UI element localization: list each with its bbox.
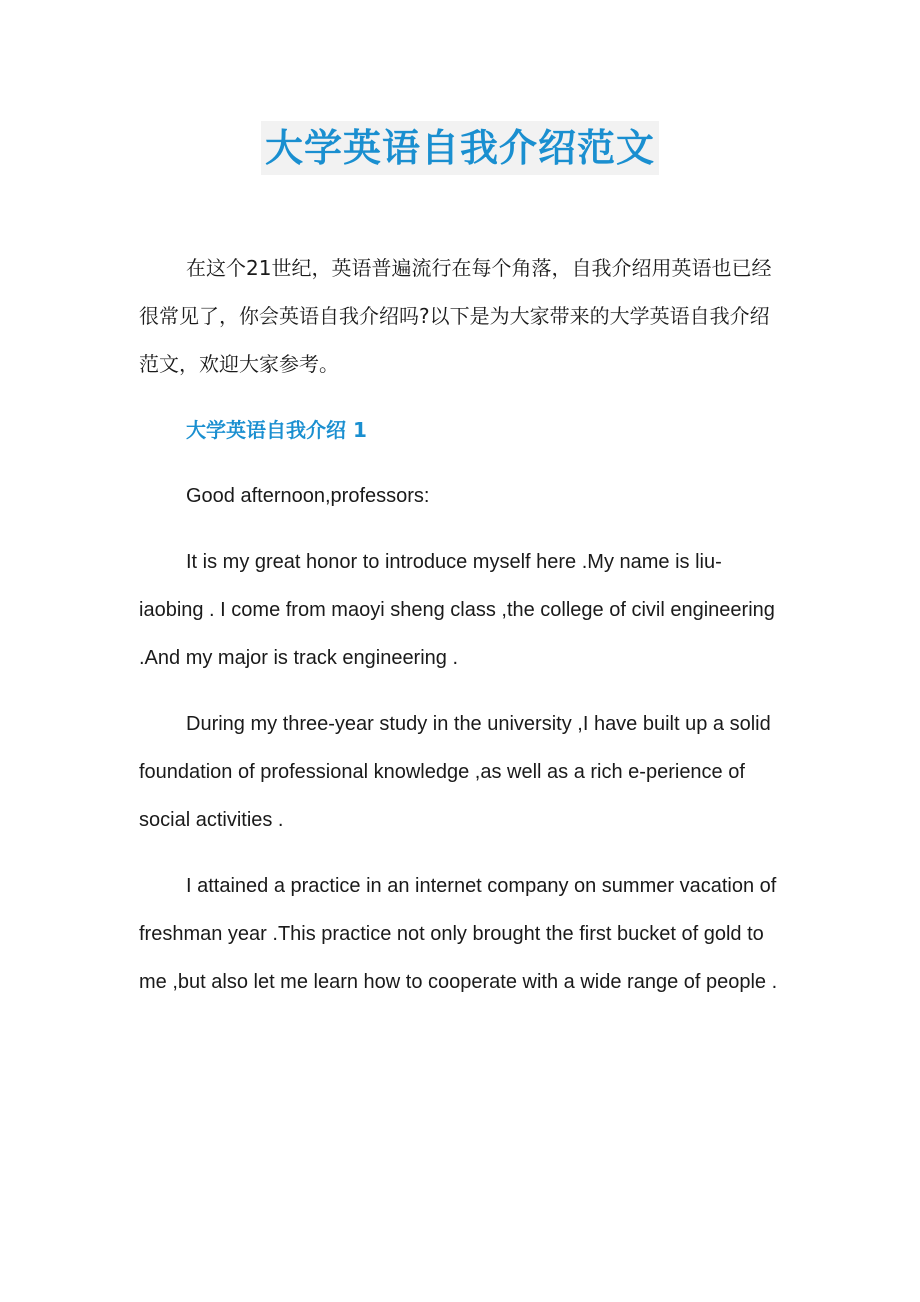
- document-body: [139, 244, 779, 1024]
- body-paragraph: I attained a practice in an internet company on summer vacation of freshman year .This practice not only brought the first bucket of gold to me ,but also let me learn how to cooperate with a wide range of people .: [139, 875, 778, 993]
- body-paragraph: During my three-year study in the university ,I have built up a solid foundation of professional knowledge ,as well as a rich e-perience of social activities .: [139, 713, 771, 831]
- intro-paragraph: 在这个21世纪，英语普遍流行在每个角落，自我介绍用英语也已经很常见了，你会英语自我介绍吗?以下是为大家带来的大学英语自我介绍范文，欢迎大家参考。: [139, 256, 772, 376]
- title-container: [0, 121, 920, 175]
- document-title: 大学英语自我介绍范文: [261, 121, 659, 175]
- greeting-paragraph: Good afternoon,professors:: [186, 485, 430, 507]
- body-paragraph: It is my great honor to introduce myself here .My name is liu-iaobing . I come from maoyi sheng class ,the college of civil engineering .And my major is track engineering .: [139, 551, 775, 669]
- section-heading: 大学英语自我介绍 1: [186, 418, 367, 442]
